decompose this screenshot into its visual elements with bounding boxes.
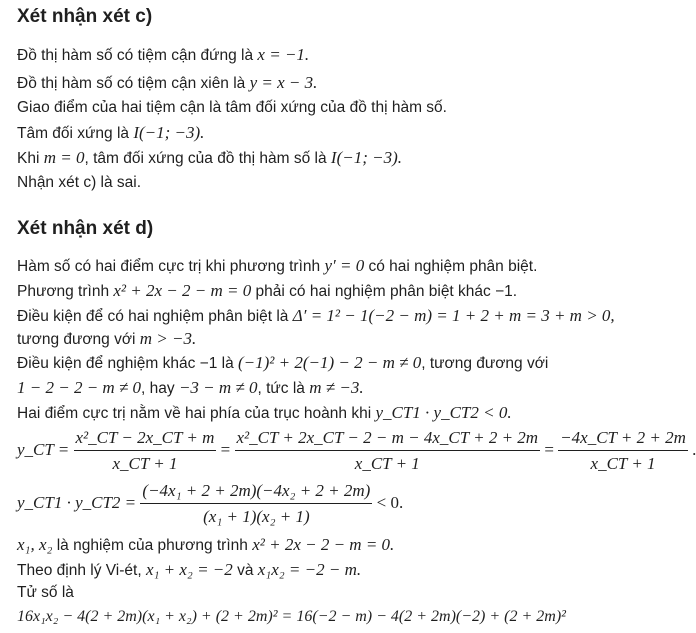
d-line-4: tương đương với m > −3. (17, 329, 197, 348)
c-line-5: Khi m = 0, tâm đối xứng của đồ thị hàm số là I(−1; −3). (17, 148, 403, 167)
section-d-title: Xét nhận xét d) (17, 218, 154, 239)
c-line-3: Giao điểm của hai tiệm cận là tâm đối xứng của đồ thị hàm số. (17, 99, 447, 116)
section-c-title: Xét nhận xét c) (17, 6, 153, 27)
d-line-6: 1 − 2 − 2 − m ≠ 0, hay −3 − m ≠ 0, tức là m ≠ −3. (17, 378, 364, 397)
equation-product: y_CT1 · y_CT2 = $\frac{\text{(−4x₁ + 2 + 2m)(−4x₂ + 2 + 2m)}}{\text{(x₁ + 1)(x₂ + 1)}}$ < 0. (17, 481, 404, 526)
d-line-1: Hàm số có hai điểm cực trị khi phương trình y′ = 0 có hai nghiệm phân biệt. (17, 256, 538, 275)
d-line-11: 16x₁x₂ − 4(2 + 2m)(x₁ + x₂) + (2 + 2m)² = 16(−2 − m) − 4(2 + 2m)(−2) + (2 + 2m)² (17, 608, 566, 625)
d-line-7: Hai điểm cực trị nằm về hai phía của trục hoành khi y_CT1 · y_CT2 < 0. (17, 403, 512, 422)
d-line-8: x₁, x₂ là nghiệm của phương trình x² + 2x − 2 − m = 0. (17, 535, 395, 554)
fraction-2: $\frac{\text{x²\_CT + 2x\_CT − 2 − m − 4x\_CT + 2 + 2m}}{x\_CT + 1}$ (236, 428, 539, 473)
d-line-3: Điều kiện để có hai nghiệm phân biệt là Δ′ = 1² − 1(−2 − m) = 1 + 2 + m = 3 + m > 0, (17, 306, 615, 325)
c-line-6: Nhận xét c) là sai. (17, 174, 142, 191)
fraction-3: $\frac{-4x\_CT + 2 + 2m}{x\_CT + 1}$ (560, 428, 686, 473)
d-line-5: Điều kiện để nghiệm khác −1 là (−1)² + 2(−1) − 2 − m ≠ 0, tương đương với (17, 353, 549, 372)
equation-y-ct: y_CT = $\frac{\text{x²\_CT − 2x\_CT + m}}{x\_CT + 1}$ = $\frac{\text{x²\_CT + 2x\_CT − 2 − m − 4x\_CT + 2 + 2m}}{x\_CT + 1}$ = $\frac{-4x\_CT + 2 + 2m}{x\_CT + 1}$ . (17, 428, 696, 473)
c-line-1: Đồ thị hàm số có tiệm cận đứng là x = −1. (17, 45, 310, 64)
d-line-9: Theo định lý Vi-ét, x₁ + x₂ = −2 và x₁x₂ = −2 − m. (17, 560, 362, 579)
d-line-10: Tử số là (17, 584, 74, 601)
fraction-product: $\frac{\text{(−4x₁ + 2 + 2m)(−4x₂ + 2 + 2m)}}{\text{(x₁ + 1)(x₂ + 1)}}$ (142, 481, 371, 526)
d-line-2: Phương trình x² + 2x − 2 − m = 0 phải có hai nghiệm phân biệt khác −1. (17, 281, 518, 300)
c-line-2: Đồ thị hàm số có tiệm cận xiên là y = x − 3. (17, 73, 318, 92)
fraction-1: $\frac{\text{x²\_CT − 2x\_CT + m}}{x\_CT + 1}$ (75, 428, 215, 473)
c-line-4: Tâm đối xứng là I(−1; −3). (17, 123, 205, 142)
